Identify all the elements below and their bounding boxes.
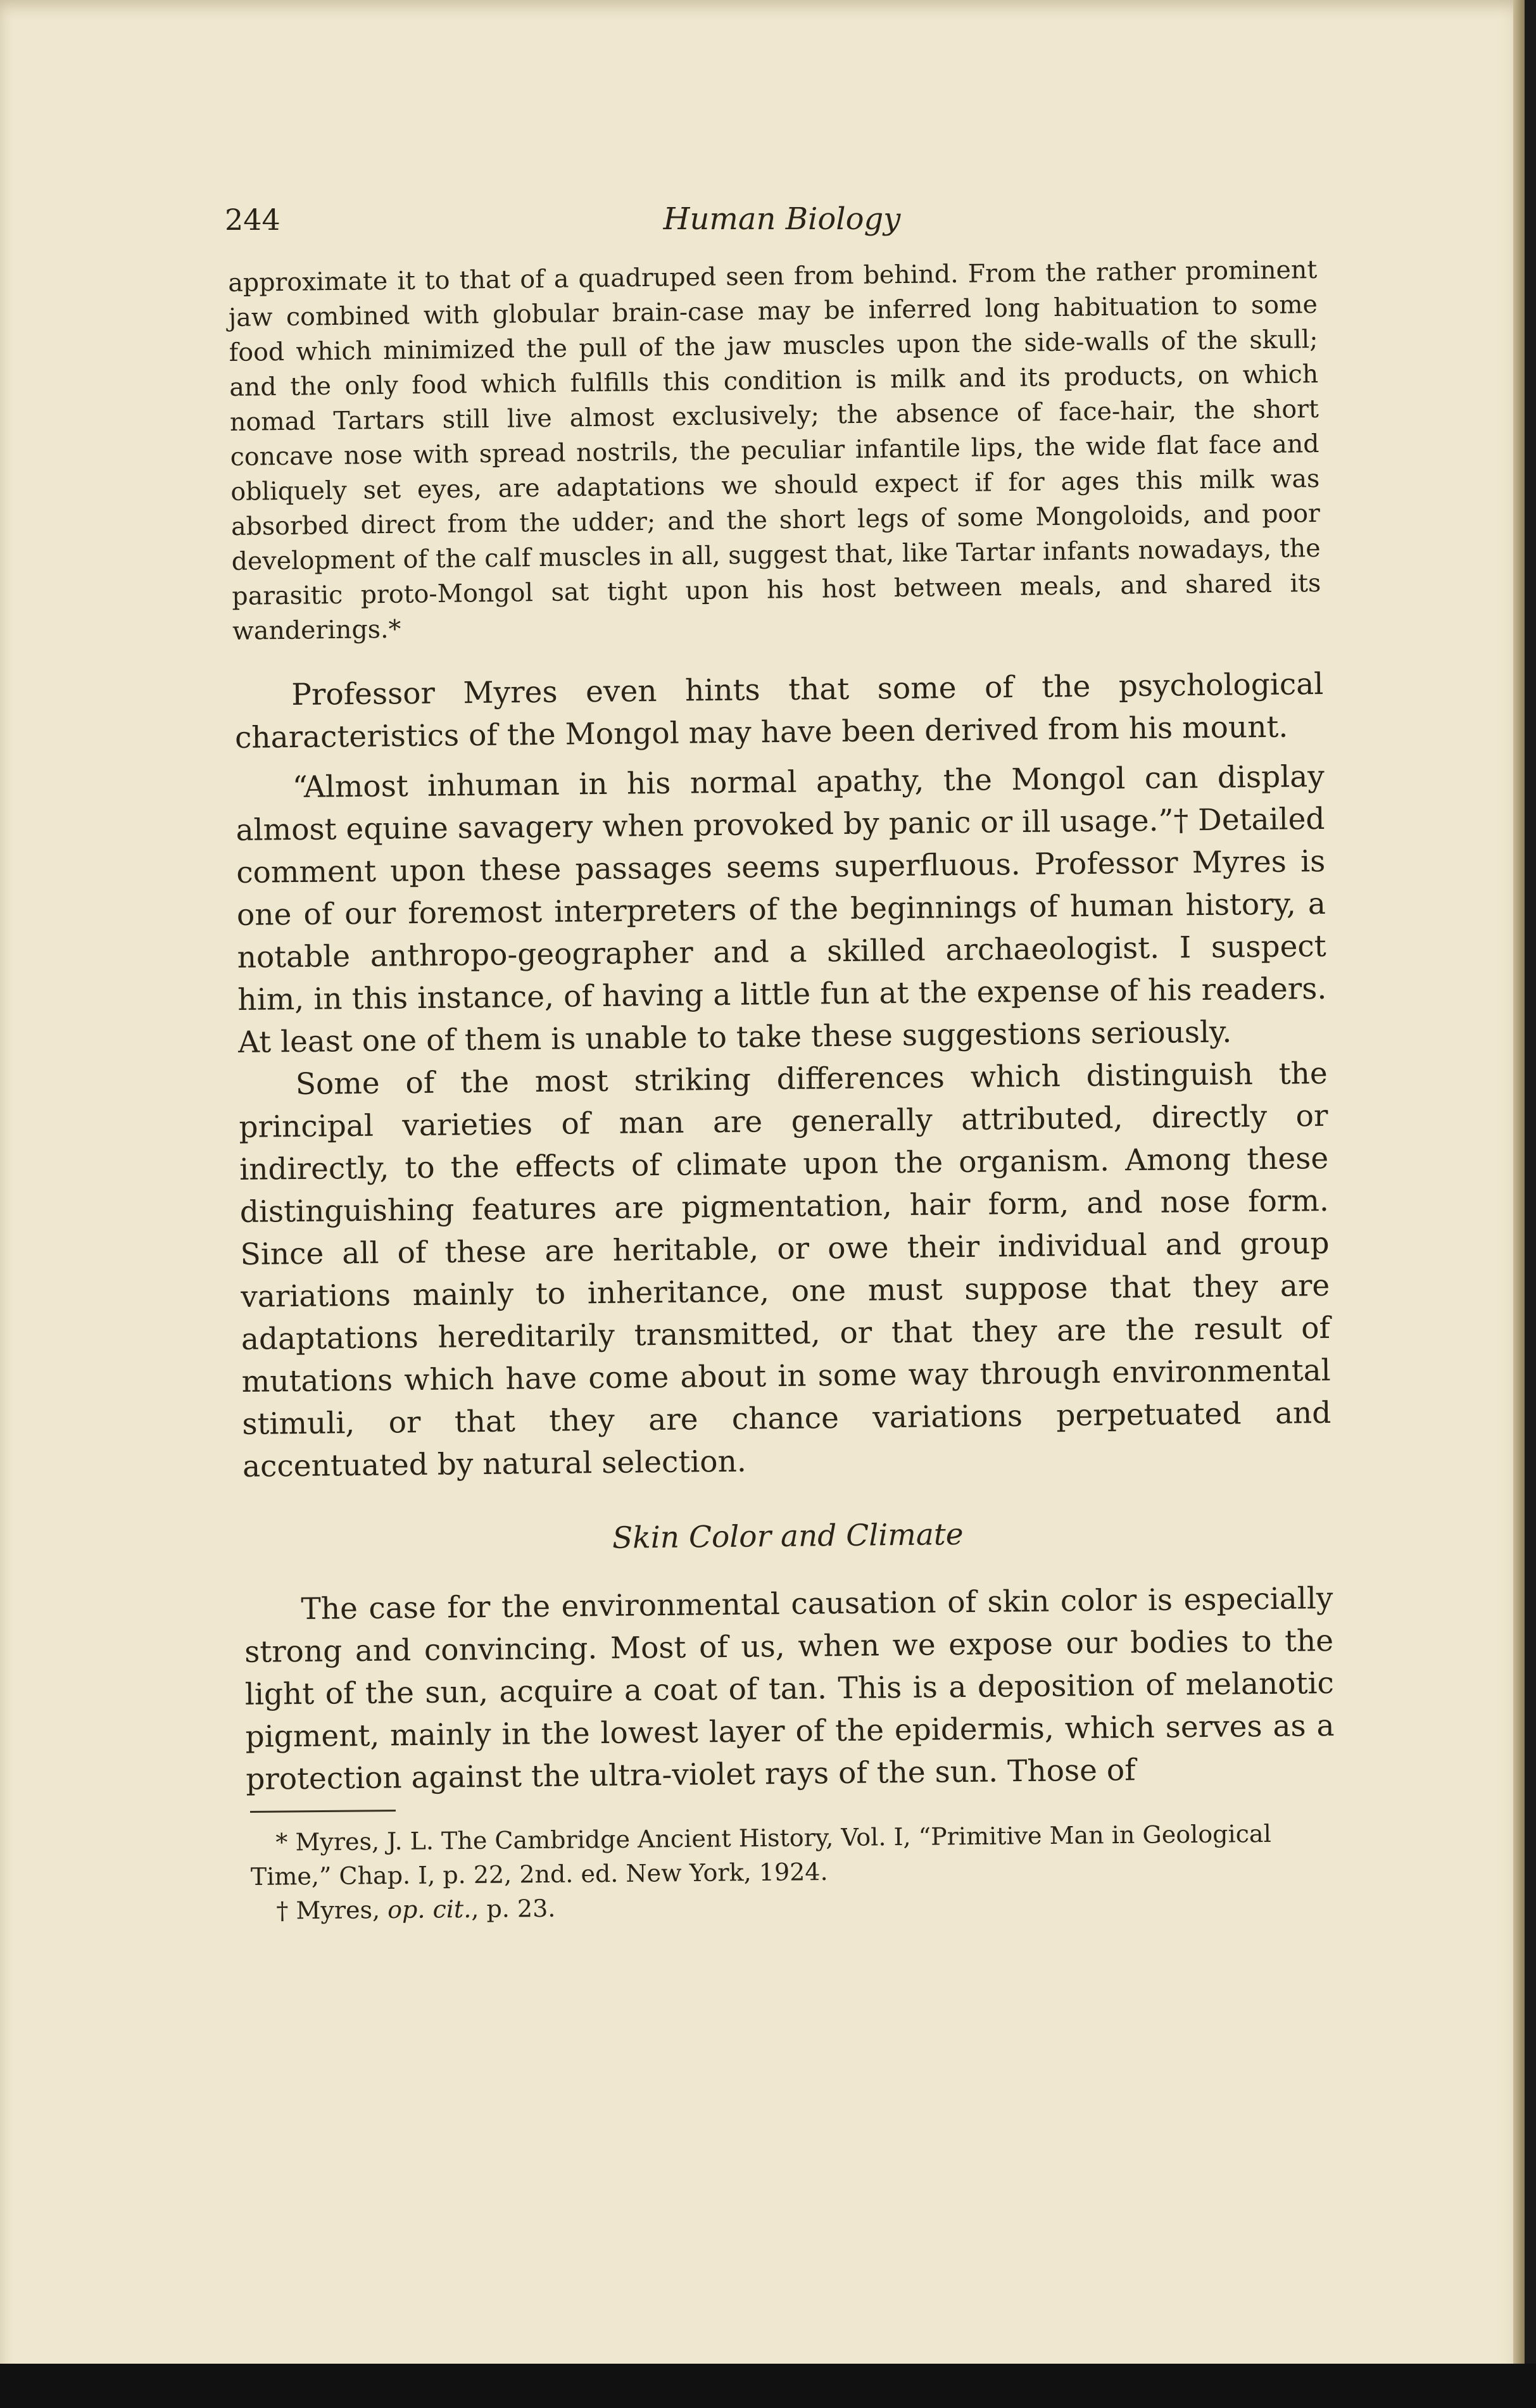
footnote-2-suffix: , p. 23.	[471, 1894, 556, 1923]
page-header	[225, 190, 1339, 247]
scan-bottom-band	[0, 2364, 1536, 2408]
paragraph-4: The case for the environmental causation of skin color is especially strong and convincing. Most of us, when we expose our bodies to the light of the sun, acquire a coat of tan. This is a deposition of melanotic pigment, mainly in the lowest layer of the epidermis, which serves as a protection against the ultra-violet rays of the sun. Those of	[244, 1580, 1335, 1797]
body-text	[234, 663, 1335, 1801]
paragraph-2: “Almost inhuman in his normal apathy, the Mongol can display almost equine savagery when provoked by panic or ill usage.”† Detailed comment upon these passages seems superfluous. Professor Myres is one of our foremost interpreters of the beginnings of human history, a notable anthropo-geographer and a skilled archaeologist. I suspect him, in this instance, of having a little fun at the expense of his readers. At least one of them is unable to take these suggestions seriously.	[236, 759, 1327, 1060]
paragraph-1: Professor Myres even hints that some of the psychological characteristics of the Mongol may have been derived from his mount.	[234, 666, 1324, 755]
page-number: 244	[225, 203, 280, 237]
paragraph-3: Some of the most striking differences which distinguish the principal varieties of man are generally attributed, directly or indirectly, to the effects of climate upon the organism. Among these distinguishing features are pigmentation, hair form, and nose form. Since all of these are heritable, or owe their individual and group variations mainly to inheritance, one must suppose that they are adaptations hereditarily transmitted, or that they are the result of mutations which have come about in some way through environmental stimuli, or that they are chance variations perpetuated and accentuated by natural selection.	[239, 1056, 1331, 1484]
page-edge	[1513, 0, 1525, 2408]
running-head: Human Biology	[663, 201, 901, 237]
footnotes	[250, 1801, 1340, 1928]
footnote-2-prefix: † Myres,	[276, 1896, 388, 1925]
footnote-rule	[250, 1810, 396, 1813]
footnote-2-italic: op. cit.	[387, 1894, 472, 1924]
block-quote: approximate it to that of a quadruped seen from behind. From the rather prominent jaw combined with globular brain-case may be inferred long habituation to some food which minimized the pull of the jaw muscles upon the side-walls of the skull; and the only food which fulfills this condition is milk and its products, on which nomad Tartars still live almost exclusively; the absence of face-hair, the short concave nose with spread nostrils, the peculiar infantile lips, the wide flat face and obliquely set eyes, are adaptations we should expect if for ages this milk was absorbed direct from the udder; and the short legs of some Mongoloids, and poor development of the calf muscles in all, suggest that, like Tartar infants nowadays, the parasitic proto-Mongol sat tight upon his host between meals, and shared its wanderings.*	[228, 255, 1321, 646]
footnote-1: * Myres, J. L. The Cambridge Ancient History, Vol. I, “Primitive Man in Geological Time,” Chap. I, p. 22, 2nd. ed. New York, 1924.	[250, 1819, 1271, 1891]
section-heading: Skin Color and Climate	[612, 1517, 964, 1556]
